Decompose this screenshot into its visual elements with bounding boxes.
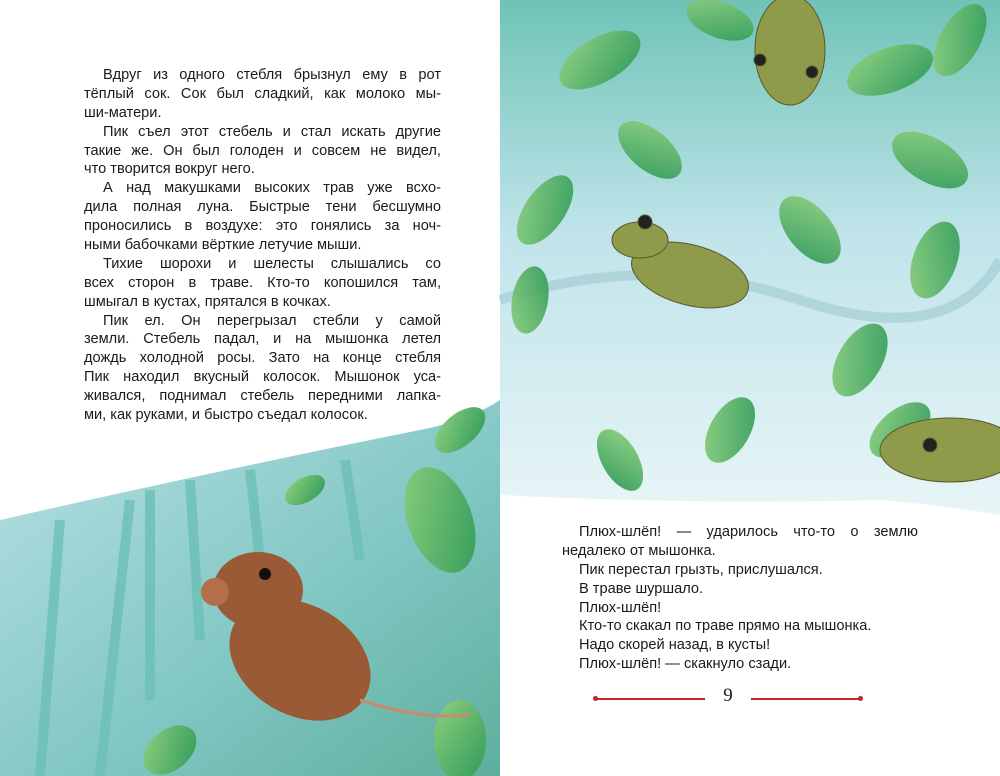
text-line: такие же. Он был голоден и совсем не видел, xyxy=(84,142,441,159)
text-line: дождь холодной росы. Зато на конце стебля xyxy=(84,350,441,367)
text-line: Надо скорей назад, в кусты! xyxy=(579,637,771,654)
text-line: проносились в воздухе: это гонялись за ноч- xyxy=(84,218,441,235)
text-line: Пик ел. Он перегрызал стебли у самой xyxy=(103,312,441,329)
text-line: дила полная луна. Быстрые тени бесшумно xyxy=(84,199,441,216)
text-line: В траве шуршало. xyxy=(579,580,704,597)
text-line: Кто-то скакал по траве прямо на мышонка. xyxy=(579,618,872,635)
text-line: недалеко от мышонка. xyxy=(562,542,716,559)
text-line: земли. Стебель падал, и на мышонка летел xyxy=(84,331,441,348)
text-line: Пик находил вкусный колосок. Мышонок уса- xyxy=(84,369,441,386)
text-line: тёплый сок. Сок был сладкий, как молоко мы- xyxy=(84,85,441,102)
folio-rule-right xyxy=(751,698,861,700)
text-line: Плюх-шлёп! — скакнуло сзади. xyxy=(579,656,792,673)
text-line: шмыгал в кустах, прятался в кочках. xyxy=(84,293,331,310)
page-number-folio xyxy=(595,680,861,710)
folio-dot-right xyxy=(858,696,863,701)
text-line: Тихие шорохи и шелесты слышались со xyxy=(103,255,441,272)
text-line: ными бабочками вёрткие летучие мыши. xyxy=(84,237,362,254)
text-line: А над макушками высоких трав уже всхо- xyxy=(103,180,441,197)
text-line: что творится вокруг него. xyxy=(84,161,255,178)
text-line: Вдруг из одного стебля брызнул ему в рот xyxy=(103,67,441,83)
right-page-text xyxy=(562,523,918,674)
text-line: всех сторон в траве. Кто-то копошился там, xyxy=(84,274,441,291)
page-number: 9 xyxy=(723,685,733,706)
text-line: ши-матери. xyxy=(84,104,162,121)
text-line: Пик перестал грызть, прислушался. xyxy=(579,561,823,578)
text-line: Пик съел этот стебель и стал искать другие xyxy=(103,123,441,140)
left-page-text xyxy=(84,66,441,425)
text-line: Плюх-шлёп! — ударилось что-то о землю xyxy=(579,524,918,540)
text-line: Плюх-шлёп! xyxy=(579,599,662,616)
mouse-illustration xyxy=(0,398,500,776)
text-line: ми, как руками, и быстро съедал колосок. xyxy=(84,407,368,424)
frogs-illustration xyxy=(500,0,1000,515)
text-line: живался, поднимал стебель передними лапка- xyxy=(84,388,441,405)
